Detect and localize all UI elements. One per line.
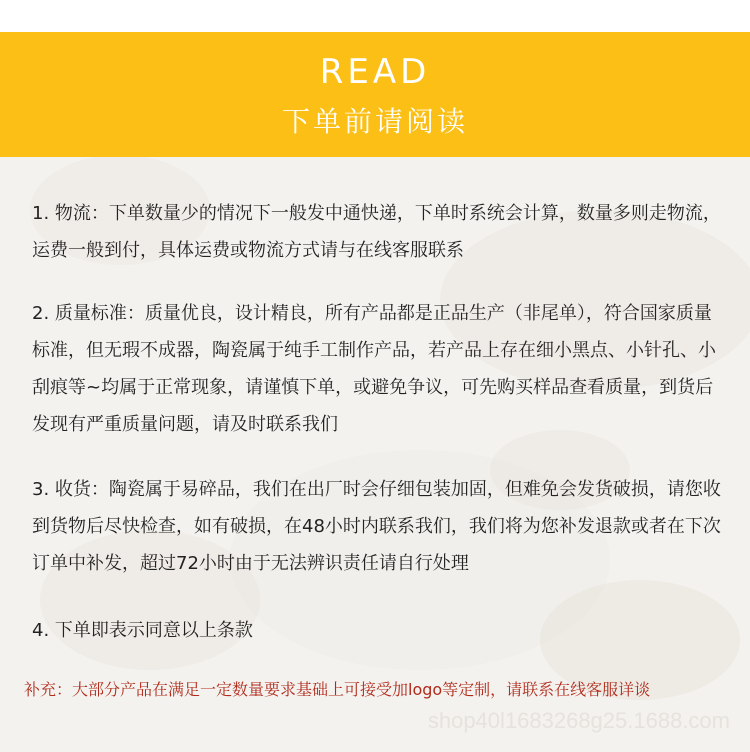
supplement-note: 补充：大部分产品在满足一定数量要求基础上可接受加logo等定制，请联系在线客服详谈	[24, 680, 651, 699]
term-receiving: 3. 收货：陶瓷属于易碎品，我们在出厂时会仔细包装加固，但难免会发货破损，请您收到货物后尽快检查，如有破损，在48小时内联系我们，我们将为您补发退款或者在下次订单中补发，超过72小时由于无法辨识责任请自行处理	[32, 479, 721, 574]
term-quality: 2. 质量标准：质量优良，设计精良，所有产品都是正品生产（非尾单），符合国家质量标准，但无瑕不成器，陶瓷属于纯手工制作产品，若产品上存在细小黑点、小针孔、小刮痕等~均属于正常现象，请谨慎下单，或避免争议，可先购买样品查看质量，到货后发现有严重质量问题，请及时联系我们	[32, 303, 716, 435]
header-title-en: READ	[319, 52, 431, 92]
term-agreement: 4. 下单即表示同意以上条款	[32, 620, 253, 641]
terms-content	[32, 195, 722, 675]
term-logistics: 1. 物流：下单数量少的情况下一般发中通快递，下单时系统会计算，数量多则走物流，运费一般到付，具体运费或物流方式请与在线客服联系	[32, 203, 721, 261]
header-banner	[0, 32, 750, 157]
header-title-cn: 下单前请阅读	[281, 105, 468, 138]
shop-watermark: shop40l1683268g25.1688.com	[427, 708, 730, 733]
